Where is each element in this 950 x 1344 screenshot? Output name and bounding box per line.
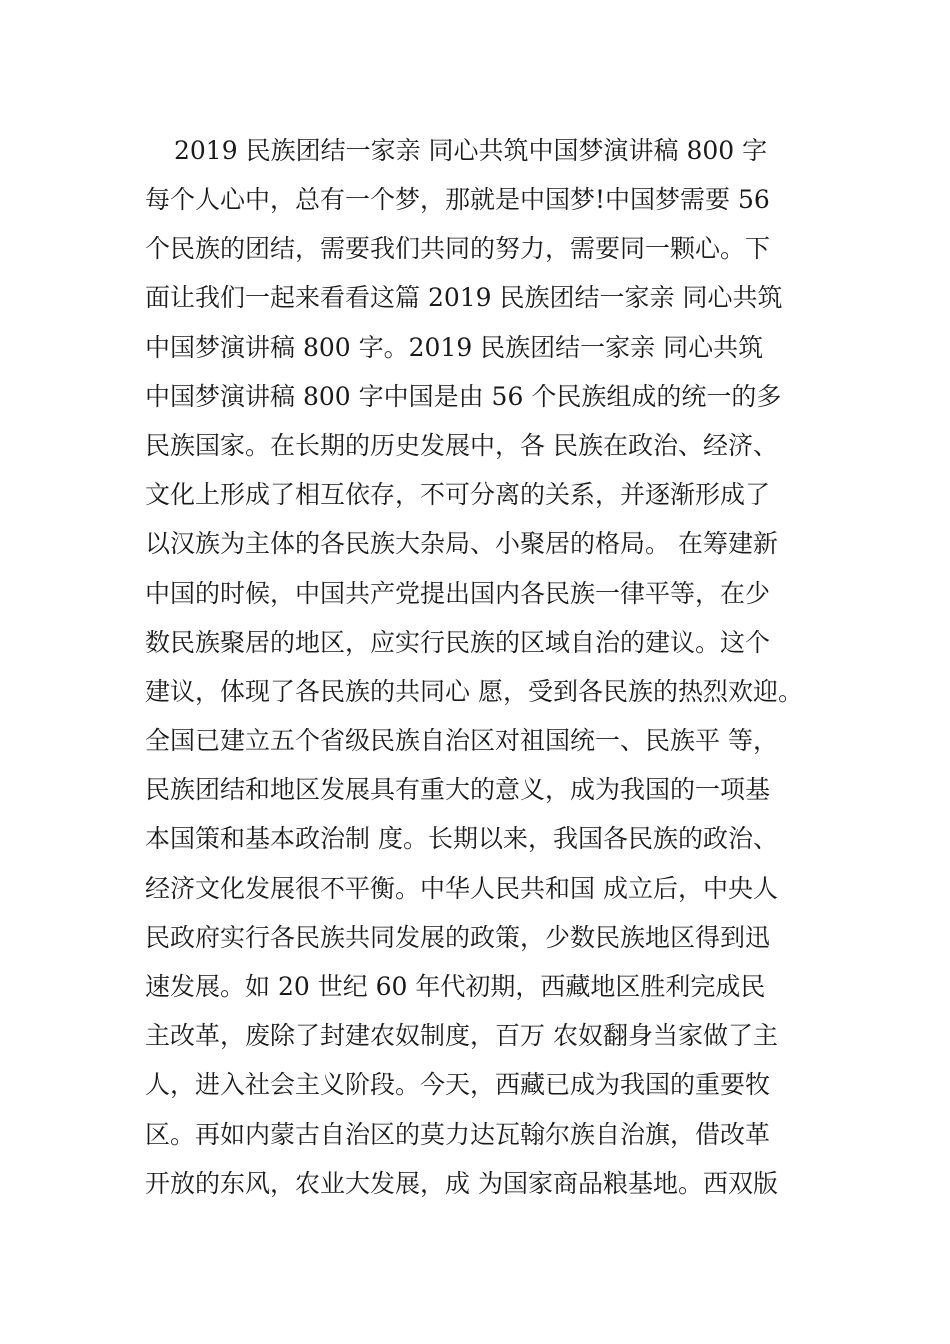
body-line: 区。再如内蒙古自治区的莫力达瓦翰尔族自治旗，借改革 (145, 1119, 771, 1149)
document-body (145, 180, 845, 1213)
body-line: 中国梦演讲稿 800 字中国是由 56 个民族组成的统一的多 (145, 381, 782, 411)
body-line: 主改革，废除了封建农奴制度，百万 农奴翻身当家做了主 (145, 1021, 778, 1051)
body-line: 民族团结和地区发展具有重大的意义，成为我国的一项基 (145, 775, 771, 805)
body-line: 以汉族为主体的各民族大杂局、小聚居的格局。 在筹建新 (145, 529, 778, 559)
body-line: 数民族聚居的地区，应实行民族的区域自治的建议。这个 (145, 627, 771, 657)
body-line: 文化上形成了相互依存，不可分离的关系，并逐渐形成了 (145, 480, 771, 510)
body-line: 民政府实行各民族共同发展的政策，少数民族地区得到迅 (145, 922, 771, 952)
body-line: 开放的东风，农业大发展，成 为国家商品粮基地。西双版 (145, 1168, 778, 1198)
body-line: 每个人心中，总有一个梦，那就是中国梦!中国梦需要 56 (145, 185, 770, 214)
body-line: 中国的时候，中国共产党提出国内各民族一律平等，在少 (145, 578, 771, 608)
body-line: 本国策和基本政治制 度。长期以来，我国各民族的政治、 (145, 824, 778, 854)
body-line: 个民族的团结，需要我们共同的努力，需要同一颗心。下 (145, 234, 771, 264)
body-line: 中国梦演讲稿 800 字。2019 民族团结一家亲 同心共筑 (145, 332, 764, 362)
body-line: 全国已建立五个省级民族自治区对祖国统一、民族平 等， (145, 726, 778, 756)
document-title: 2019 民族团结一家亲 同心共筑中国梦演讲稿 800 字 (174, 136, 768, 165)
body-line: 面让我们一起来看看这篇 2019 民族团结一家亲 同心共筑 (145, 283, 783, 313)
body-line: 经济文化发展很不平衡。中华人民共和国 成立后，中央人 (145, 873, 778, 903)
body-line: 民族国家。在长期的历史发展中，各 民族在政治、经济、 (145, 430, 778, 460)
body-line: 人，进入社会主义阶段。今天，西藏已成为我国的重要牧 (145, 1070, 771, 1100)
body-line: 建议，体现了各民族的共同心 愿，受到各民族的热烈欢迎。 (145, 676, 803, 706)
body-line: 速发展。如 20 世纪 60 年代初期，西藏地区胜利完成民 (145, 972, 766, 1001)
